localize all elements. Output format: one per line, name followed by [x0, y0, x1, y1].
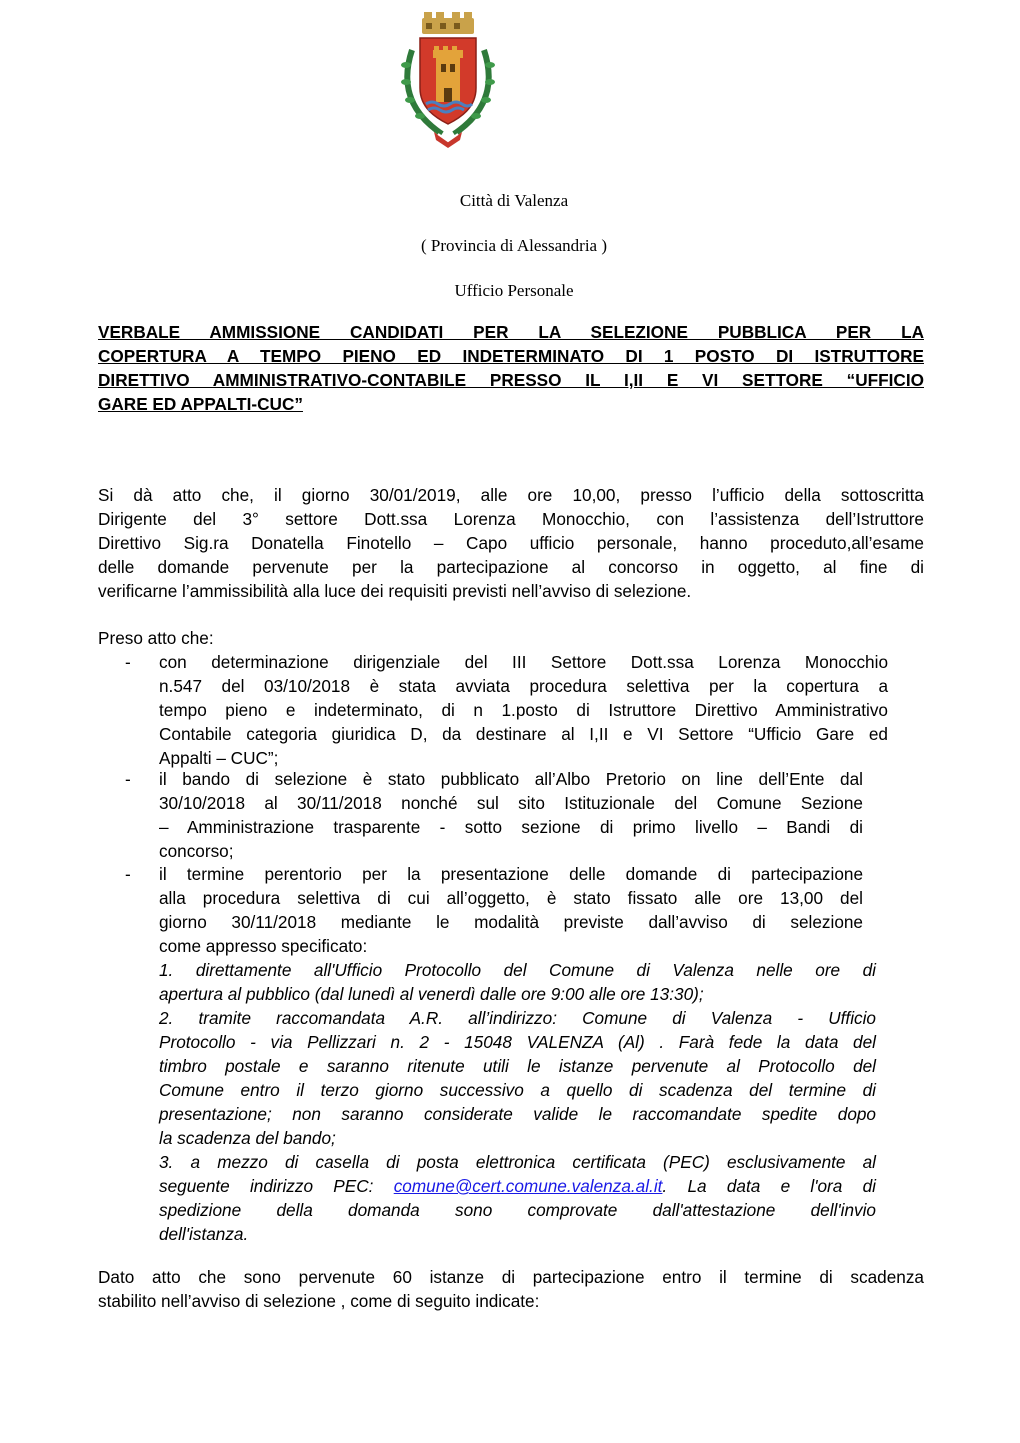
pec-suffix: . La data e l'ora di — [662, 1176, 876, 1196]
intro-line: verificarne l’ammissibilità alla luce dei requisiti previsti nell’avviso di selezione. — [98, 581, 692, 601]
method-line: 3. a mezzo di casella di posta elettronica certificata (PEC) esclusivamente al — [159, 1152, 876, 1172]
city-name: Città di Valenza — [459, 191, 569, 210]
bullet-line: il bando di selezione è stato pubblicato all’Albo Pretorio on line dell’Ente dal — [159, 769, 863, 789]
method-line: dell'istanza. — [159, 1224, 249, 1244]
pec-line — [159, 1174, 876, 1198]
title-line: GARE ED APPALTI-CUC” — [98, 394, 303, 414]
bullet-marker: - — [125, 769, 131, 789]
final-line: stabilito nell’avviso di selezione , come di seguito indicate: — [98, 1291, 540, 1311]
bullet-line: giorno 30/11/2018 mediante le modalità previste dall’avviso di selezione — [159, 912, 863, 932]
intro-paragraph — [98, 483, 924, 603]
method-line: timbro postale e saranno ritenute utili le istanze pervenute al Protocollo del — [159, 1056, 876, 1076]
submission-methods — [159, 958, 876, 1246]
method-line: Comune entro il terzo giorno successivo a quello di scadenza del termine di — [159, 1080, 876, 1100]
bullet-item-2 — [159, 767, 863, 863]
bullet-item-1 — [159, 650, 888, 770]
bullet-item-3 — [159, 862, 863, 958]
bullet-line: Appalti – CUC”; — [159, 748, 279, 768]
method-line: apertura al pubblico (dal lunedì al venerdì dalle ore 9:00 alle ore 13:30); — [159, 984, 704, 1004]
title-line: DIRETTIVO AMMINISTRATIVO-CONTABILE PRESSO IL I,II E VI SETTORE “UFFICIO — [98, 370, 924, 390]
document-title — [98, 320, 924, 416]
intro-line: delle domande pervenute per la partecipazione al concorso in oggetto, al fine di — [98, 557, 924, 577]
intro-line: Direttivo Sig.ra Donatella Finotello – Capo ufficio personale, hanno proceduto,all’esame — [98, 533, 924, 553]
method-line: Protocollo - via Pellizzari n. 2 - 15048 VALENZA (Al) . Farà fede la data del — [159, 1032, 876, 1052]
pec-email-link[interactable]: comune@cert.comune.valenza.al.it — [393, 1176, 663, 1196]
pec-prefix: seguente indirizzo PEC: — [159, 1176, 394, 1196]
preso-atto-label: Preso atto che: — [98, 628, 214, 648]
bullet-line: tempo pieno e indeterminato, di n 1.posto di Istruttore Direttivo Amministrativo — [159, 700, 888, 720]
bullet-marker: - — [125, 864, 131, 884]
method-line: presentazione; non saranno considerate valide le raccomandate spedite dopo — [159, 1104, 876, 1124]
bullet-line: come appresso specificato: — [159, 936, 368, 956]
final-paragraph — [98, 1265, 924, 1313]
bullet-line: alla procedura selettiva di cui all’oggetto, è stato fissato alle ore 13,00 del — [159, 888, 863, 908]
province-name: ( Provincia di Alessandria ) — [420, 236, 607, 255]
final-line: Dato atto che sono pervenute 60 istanze di partecipazione entro il termine di scadenza — [98, 1267, 924, 1287]
office-name: Ufficio Personale — [454, 281, 574, 300]
method-line: 2. tramite raccomandata A.R. all’indirizzo: Comune di Valenza - Ufficio — [159, 1008, 876, 1028]
intro-line: Dirigente del 3° settore Dott.ssa Lorenza Monocchio, con l’assistenza dell’Istruttore — [98, 509, 924, 529]
bullet-line: concorso; — [159, 841, 234, 861]
bullet-line: con determinazione dirigenziale del III Settore Dott.ssa Lorenza Monocchio — [159, 652, 888, 672]
method-line: la scadenza del bando; — [159, 1128, 336, 1148]
method-line: spedizione della domanda sono comprovate dall'attestazione dell'invio — [159, 1200, 876, 1220]
bullet-line: – Amministrazione trasparente - sotto sezione di primo livello – Bandi di — [159, 817, 863, 837]
title-line: VERBALE AMMISSIONE CANDIDATI PER LA SELEZIONE PUBBLICA PER LA — [98, 322, 924, 342]
title-line: COPERTURA A TEMPO PIENO ED INDETERMINATO DI 1 POSTO DI ISTRUTTORE — [98, 346, 924, 366]
method-line: 1. direttamente all'Ufficio Protocollo del Comune di Valenza nelle ore di — [159, 960, 876, 980]
bullet-line: 30/10/2018 al 30/11/2018 nonché sul sito Istituzionale del Comune Sezione — [159, 793, 863, 813]
intro-line: Si dà atto che, il giorno 30/01/2019, alle ore 10,00, presso l’ufficio della sottoscritta — [98, 485, 924, 505]
bullet-marker: - — [125, 652, 131, 672]
bullet-line: il termine perentorio per la presentazione delle domande di partecipazione — [159, 864, 863, 884]
bullet-line: n.547 del 03/10/2018 è stata avviata procedura selettiva per la copertura a — [159, 676, 888, 696]
city-crest-icon — [394, 10, 502, 150]
bullet-line: Contabile categoria giuridica D, da destinare al I,II e VI Settore “Ufficio Gare ed — [159, 724, 888, 744]
